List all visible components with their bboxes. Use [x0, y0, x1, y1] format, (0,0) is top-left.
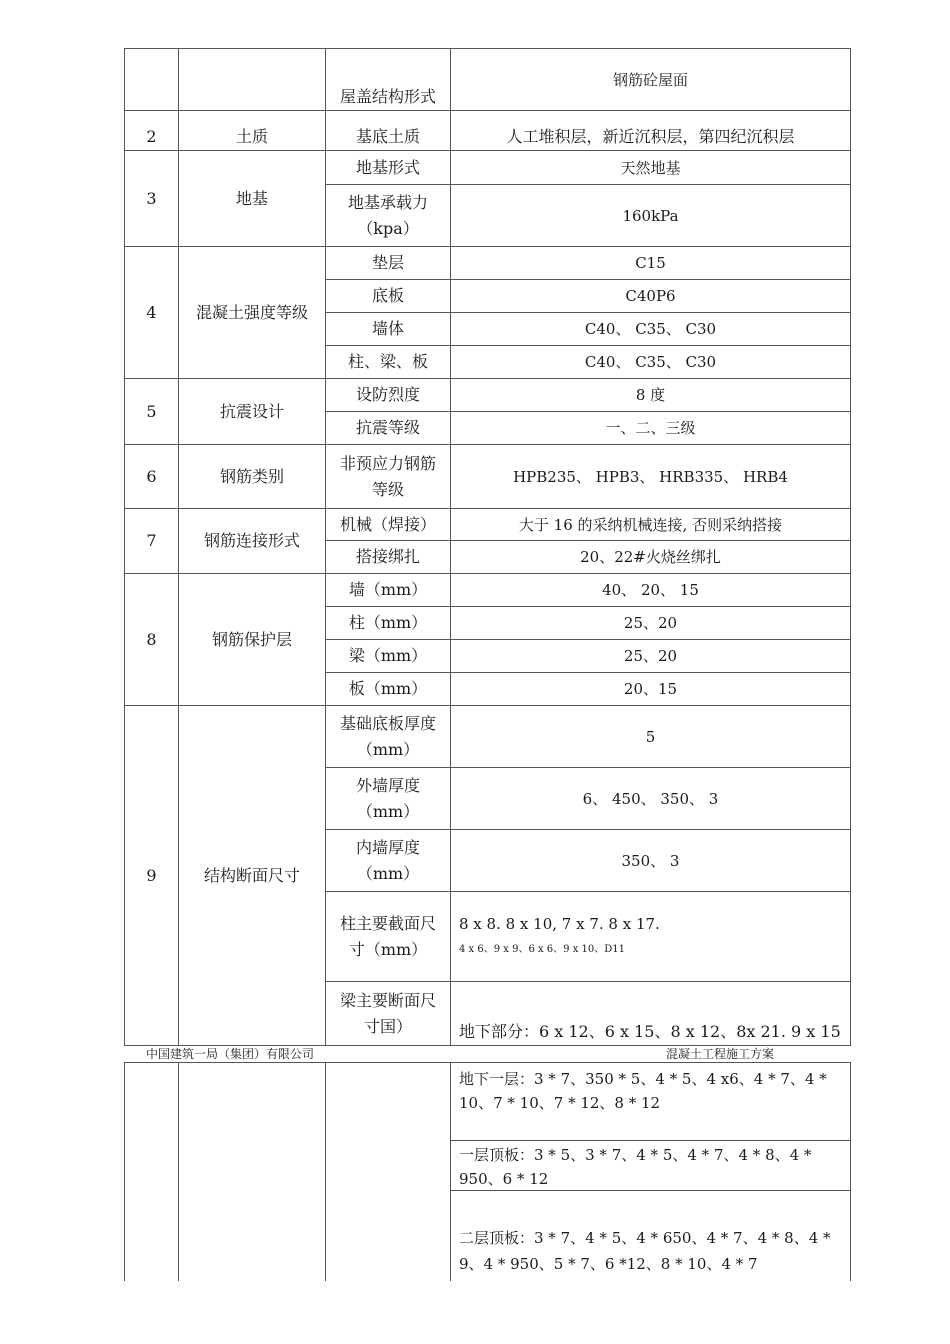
cell-item: 钢筋连接形式 [179, 509, 326, 574]
cell-attr: 设防烈度 [326, 379, 451, 412]
cell-num: 4 [125, 247, 179, 379]
cell-attr: 柱、梁、板 [326, 346, 451, 379]
attr-line: 柱主要截面尺 [339, 913, 436, 933]
cell-attr [326, 706, 451, 768]
cell-num: 6 [125, 445, 179, 509]
attr-line: （mm） [356, 801, 420, 821]
footer-doc-title: 混凝土工程施工方案 [666, 1047, 775, 1061]
continuation-line: 地下一层：3 * 7、350 * 5、4 * 5、4 x6、4 * 7、4 * 10、7 * 10、7 * 12、8 * 12 [451, 1063, 850, 1141]
cell-num: 2 [125, 111, 179, 151]
table-row [125, 49, 851, 111]
cell-attr: 基底土质 [326, 111, 451, 151]
cell-attr: 墙体 [326, 313, 451, 346]
table-row [125, 1063, 851, 1281]
cell-value: 5 [451, 706, 851, 768]
cell-attr: 屋盖结构形式 [326, 49, 451, 111]
table-row [125, 706, 851, 768]
cell-attr [326, 768, 451, 830]
cell-attr: 机械（焊接） [326, 509, 451, 541]
attr-line: 寸（mm） [348, 939, 428, 959]
cell-value: C40、 C35、 C30 [451, 313, 851, 346]
cell-attr: 墙（mm） [326, 574, 451, 607]
table-row [125, 247, 851, 280]
attr-line: 外墙厚度 [355, 775, 420, 795]
cell-item: 钢筋类别 [179, 445, 326, 509]
cell-num [125, 1063, 179, 1281]
footer-company: 中国建筑一局（集团）有限公司 [146, 1047, 315, 1061]
table-row [125, 151, 851, 185]
continuation-line: 一层顶板：3 * 5、3 * 7、4 * 5、4 * 7、4 * 8、4 * 950、6 * 12 [451, 1141, 850, 1191]
cell-value: C40、 C35、 C30 [451, 346, 851, 379]
cell-item: 混凝土强度等级 [179, 247, 326, 379]
cell-value: 大于 16 的采纳机械连接, 否则采纳搭接 [451, 509, 851, 541]
cell-value: C40P6 [451, 280, 851, 313]
cell-attr: 垫层 [326, 247, 451, 280]
cell-num [125, 49, 179, 111]
cell-value: 6、 450、 350、 3 [451, 768, 851, 830]
cell-attr: 抗震等级 [326, 412, 451, 445]
cell-attr [326, 1063, 451, 1281]
cell-value: 40、 20、 15 [451, 574, 851, 607]
attr-line: （mm） [356, 863, 420, 883]
cell-attr: 柱（mm） [326, 607, 451, 640]
attr-line: 寸国） [363, 1016, 412, 1036]
cell-value: 钢筋砼屋面 [451, 49, 851, 111]
cell-num: 7 [125, 509, 179, 574]
cell-value: 一、二、三级 [451, 412, 851, 445]
cell-value: 人工堆积层，新近沉积层，第四纪沉积层 [451, 111, 851, 151]
cell-item [179, 49, 326, 111]
cell-value: 25、20 [451, 607, 851, 640]
cell-item [179, 1063, 326, 1281]
cell-attr: 板（mm） [326, 673, 451, 706]
cell-value: 20、22#火烧丝绑扎 [451, 541, 851, 574]
cell-item: 钢筋保护层 [179, 574, 326, 706]
cell-item: 抗震设计 [179, 379, 326, 445]
attr-line: 内墙厚度 [355, 837, 420, 857]
cell-attr: 梁（mm） [326, 640, 451, 673]
cell-attr [326, 445, 451, 509]
attr-line: （kpa） [357, 218, 419, 238]
cell-num: 9 [125, 706, 179, 1046]
cell-value [451, 892, 851, 982]
attr-line: 梁主要断面尺 [339, 990, 436, 1010]
cell-attr [326, 830, 451, 892]
cell-num: 3 [125, 151, 179, 247]
table-row [125, 574, 851, 607]
attr-line: （mm） [356, 739, 420, 759]
table-row [125, 111, 851, 151]
cell-value: 天然地基 [451, 151, 851, 185]
table-row [125, 445, 851, 509]
cell-attr [326, 185, 451, 247]
spec-table [124, 48, 851, 1046]
cell-value: HPB235、 HPB3、 HRB335、 HRB4 [451, 445, 851, 509]
cell-value: C15 [451, 247, 851, 280]
cell-value [451, 1063, 851, 1281]
attr-line: 非预应力钢筋 [339, 453, 436, 473]
cell-value: 350、 3 [451, 830, 851, 892]
value-line: 4 x 6、9 x 9、6 x 6、9 x 10、D11 [459, 943, 625, 955]
cell-value: 160kPa [451, 185, 851, 247]
cell-value: 地下部分：6 x 12、6 x 15、8 x 12、8x 21. 9 x 15 [451, 982, 851, 1046]
attr-line: 基础底板厚度 [339, 713, 436, 733]
table-row [125, 379, 851, 412]
attr-line: 地基承载力 [347, 192, 428, 212]
cell-attr [326, 982, 451, 1046]
cell-value: 8 度 [451, 379, 851, 412]
table-row [125, 509, 851, 541]
cell-attr [326, 892, 451, 982]
cell-item: 地基 [179, 151, 326, 247]
cell-attr: 搭接绑扎 [326, 541, 451, 574]
cell-item: 结构断面尺寸 [179, 706, 326, 1046]
value-line: 8 x 8. 8 x 10, 7 x 7. 8 x 17. [459, 914, 660, 933]
cell-value: 25、20 [451, 640, 851, 673]
attr-line: 等级 [371, 479, 404, 499]
continuation-line: 二层顶板：3 * 7、4 * 5、4 * 650、4 * 7、4 * 8、4 * 9、4 * 950、5 * 7、6 *12、8 * 10、4 * 7 [459, 1229, 831, 1273]
cell-num: 5 [125, 379, 179, 445]
cell-attr: 底板 [326, 280, 451, 313]
cell-attr: 地基形式 [326, 151, 451, 185]
cell-item: 土质 [179, 111, 326, 151]
continuation-table [124, 1062, 851, 1281]
cell-num: 8 [125, 574, 179, 706]
cell-value: 20、15 [451, 673, 851, 706]
